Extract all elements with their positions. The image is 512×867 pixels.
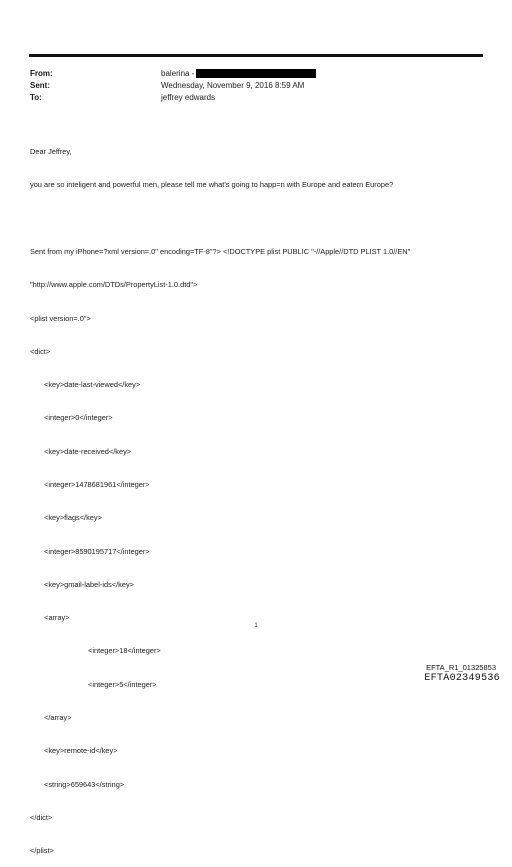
- plist-line: <dict>: [30, 346, 51, 356]
- email-body: [30, 124, 490, 867]
- signature-line: "http://www.apple.com/DTDs/PropertyList-1.0.dtd">: [30, 280, 198, 290]
- plist-line: </plist>: [30, 846, 54, 856]
- plist-line: <integer>1478681961</integer>: [44, 480, 150, 489]
- redaction-bar: [196, 69, 316, 78]
- from-label: From:: [30, 69, 53, 78]
- plist-line: <string>659643</string>: [44, 779, 125, 789]
- plist-line: <integer>0</integer>: [44, 413, 113, 423]
- plist-line: <plist version=.0">: [30, 313, 91, 323]
- plist-line: </array>: [44, 712, 72, 722]
- signature-line: Sent from my iPhone=?xml version=.0" encoding=TF-8"?> <!DOCTYPE plist PUBLIC "-//Apple//DTD PLIST 1.0//EN": [30, 247, 411, 257]
- page-number: 1: [254, 623, 258, 629]
- plist-line: <integer>5</integer>: [88, 679, 157, 689]
- message-text: you are so inteligent and powerful men, please tell me what's going to happ=n with Europe and eatern Europe?: [30, 180, 394, 190]
- from-value: [161, 69, 316, 79]
- sent-label: Sent:: [30, 81, 50, 90]
- plist-line: <integer>18</integer>: [88, 646, 161, 656]
- plist-line: <key>date-received</key>: [44, 446, 132, 456]
- plist-line: <integer>8590195717</integer>: [44, 546, 150, 556]
- plist-line: <key>remote-id</key>: [44, 746, 118, 756]
- from-sender: balerina -: [161, 69, 195, 78]
- plist-line: <key>flags</key>: [44, 513, 102, 523]
- to-value: jeffrey edwards: [161, 93, 216, 102]
- sent-value: Wednesday, November 9, 2016 8:59 AM: [161, 81, 305, 90]
- plist-line: <key>gmail-label-ids</key>: [44, 579, 134, 589]
- to-label: To:: [30, 93, 42, 102]
- bates-stamp-secondary: EFTA02349536: [424, 673, 500, 684]
- header-rule: [29, 54, 483, 57]
- bates-stamp-primary: EFTA_R1_01325853: [426, 663, 496, 672]
- plist-line: <array>: [44, 613, 70, 623]
- blank-line: [30, 213, 490, 224]
- plist-line: </dict>: [30, 812, 53, 822]
- greeting: Dear Jeffrey,: [30, 147, 72, 157]
- plist-line: <key>date-last-viewed</key>: [44, 380, 141, 390]
